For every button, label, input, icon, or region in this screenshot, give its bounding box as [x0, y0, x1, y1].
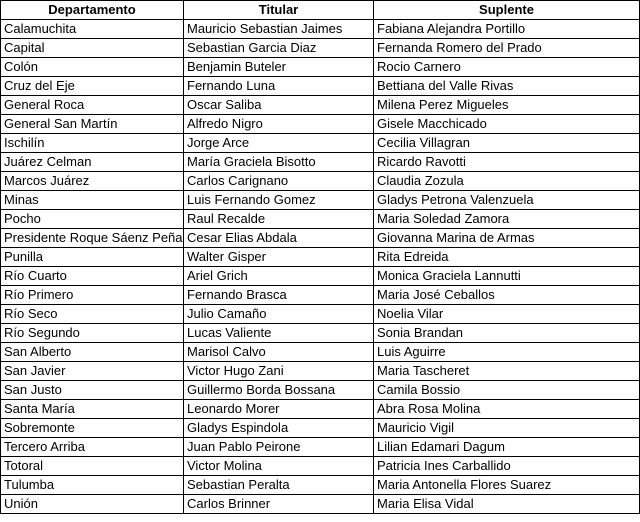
titular-cell: Marisol Calvo: [184, 343, 374, 362]
table-row: [1, 191, 640, 210]
titular-cell: Mauricio Sebastian Jaimes: [184, 20, 374, 39]
suplente-cell: Fabiana Alejandra Portillo: [374, 20, 640, 39]
table-row: [1, 20, 640, 39]
table-row: [1, 305, 640, 324]
table-row: [1, 457, 640, 476]
table-header: [1, 1, 640, 20]
titular-cell: María Graciela Bisotto: [184, 153, 374, 172]
suplente-cell: Claudia Zozula: [374, 172, 640, 191]
departamento-cell: Presidente Roque Sáenz Peña: [1, 229, 184, 248]
suplente-cell: Luis Aguirre: [374, 343, 640, 362]
departamento-cell: Marcos Juárez: [1, 172, 184, 191]
table-row: [1, 343, 640, 362]
departamento-cell: Totoral: [1, 457, 184, 476]
suplente-cell: Mauricio Vigil: [374, 419, 640, 438]
table-body: [1, 20, 640, 514]
suplente-cell: Lilian Edamari Dagum: [374, 438, 640, 457]
table-row: [1, 229, 640, 248]
table-row: [1, 153, 640, 172]
table-row: [1, 286, 640, 305]
suplente-cell: Patricia Ines Carballido: [374, 457, 640, 476]
table-row: [1, 96, 640, 115]
titular-cell: Raul Recalde: [184, 210, 374, 229]
titular-cell: Victor Molina: [184, 457, 374, 476]
titular-cell: Fernando Luna: [184, 77, 374, 96]
departamento-cell: Colón: [1, 58, 184, 77]
titular-cell: Sebastian Peralta: [184, 476, 374, 495]
departamento-cell: San Justo: [1, 381, 184, 400]
header-suplente: Suplente: [374, 1, 640, 20]
header-titular: Titular: [184, 1, 374, 20]
titular-cell: Oscar Saliba: [184, 96, 374, 115]
table-row: [1, 58, 640, 77]
table-row: [1, 495, 640, 514]
departamento-cell: Cruz del Eje: [1, 77, 184, 96]
departamento-cell: Río Primero: [1, 286, 184, 305]
departamento-cell: Punilla: [1, 248, 184, 267]
suplente-cell: Noelia Vilar: [374, 305, 640, 324]
table-row: [1, 419, 640, 438]
titular-cell: Lucas Valiente: [184, 324, 374, 343]
titular-cell: Sebastian Garcia Diaz: [184, 39, 374, 58]
departamento-cell: Río Seco: [1, 305, 184, 324]
suplente-cell: Abra Rosa Molina: [374, 400, 640, 419]
departamento-cell: Tercero Arriba: [1, 438, 184, 457]
departamento-cell: Capital: [1, 39, 184, 58]
suplente-cell: Bettiana del Valle Rivas: [374, 77, 640, 96]
table-row: [1, 381, 640, 400]
header-row: [1, 1, 640, 20]
suplente-cell: Rita Edreida: [374, 248, 640, 267]
titular-cell: Leonardo Morer: [184, 400, 374, 419]
suplente-cell: Gladys Petrona Valenzuela: [374, 191, 640, 210]
titular-cell: Benjamin Buteler: [184, 58, 374, 77]
suplente-cell: Cecilia Villagran: [374, 134, 640, 153]
suplente-cell: Fernanda Romero del Prado: [374, 39, 640, 58]
departamento-cell: Minas: [1, 191, 184, 210]
table-row: [1, 438, 640, 457]
suplente-cell: Maria Elisa Vidal: [374, 495, 640, 514]
titular-cell: Gladys Espindola: [184, 419, 374, 438]
titular-cell: Walter Gisper: [184, 248, 374, 267]
titular-cell: Carlos Carignano: [184, 172, 374, 191]
table-row: [1, 115, 640, 134]
suplente-cell: Maria Tascheret: [374, 362, 640, 381]
departamento-cell: Río Segundo: [1, 324, 184, 343]
table-row: [1, 210, 640, 229]
departamento-cell: Calamuchita: [1, 20, 184, 39]
departamento-cell: Sobremonte: [1, 419, 184, 438]
suplente-cell: Ricardo Ravotti: [374, 153, 640, 172]
departamento-cell: Ischilín: [1, 134, 184, 153]
table-row: [1, 324, 640, 343]
departamento-cell: Pocho: [1, 210, 184, 229]
titular-cell: Luis Fernando Gomez: [184, 191, 374, 210]
titular-cell: Victor Hugo Zani: [184, 362, 374, 381]
suplente-cell: Gisele Macchicado: [374, 115, 640, 134]
titular-cell: Jorge Arce: [184, 134, 374, 153]
departamento-cell: Juárez Celman: [1, 153, 184, 172]
suplente-cell: Milena Perez Migueles: [374, 96, 640, 115]
titular-cell: Alfredo Nigro: [184, 115, 374, 134]
table-row: [1, 362, 640, 381]
departamento-cell: San Javier: [1, 362, 184, 381]
suplente-cell: Monica Graciela Lannutti: [374, 267, 640, 286]
suplente-cell: Rocio Carnero: [374, 58, 640, 77]
suplente-cell: Camila Bossio: [374, 381, 640, 400]
departamento-cell: San Alberto: [1, 343, 184, 362]
titular-cell: Julio Camaño: [184, 305, 374, 324]
suplente-cell: Sonia Brandan: [374, 324, 640, 343]
titular-cell: Guillermo Borda Bossana: [184, 381, 374, 400]
suplente-cell: Maria Antonella Flores Suarez: [374, 476, 640, 495]
departamento-cell: Tulumba: [1, 476, 184, 495]
suplente-cell: Maria Soledad Zamora: [374, 210, 640, 229]
departamento-cell: Unión: [1, 495, 184, 514]
titular-cell: Fernando Brasca: [184, 286, 374, 305]
titular-cell: Juan Pablo Peirone: [184, 438, 374, 457]
departamento-cell: Río Cuarto: [1, 267, 184, 286]
table-row: [1, 77, 640, 96]
table-row: [1, 267, 640, 286]
suplente-cell: Maria José Ceballos: [374, 286, 640, 305]
titular-cell: Ariel Grich: [184, 267, 374, 286]
titular-cell: Cesar Elias Abdala: [184, 229, 374, 248]
table-row: [1, 476, 640, 495]
departamento-cell: Santa María: [1, 400, 184, 419]
table-row: [1, 248, 640, 267]
departamento-cell: General San Martín: [1, 115, 184, 134]
table-row: [1, 400, 640, 419]
departamento-cell: General Roca: [1, 96, 184, 115]
table-row: [1, 134, 640, 153]
header-departamento: Departamento: [1, 1, 184, 20]
table-row: [1, 172, 640, 191]
table-row: [1, 39, 640, 58]
titular-cell: Carlos Brinner: [184, 495, 374, 514]
suplente-cell: Giovanna Marina de Armas: [374, 229, 640, 248]
